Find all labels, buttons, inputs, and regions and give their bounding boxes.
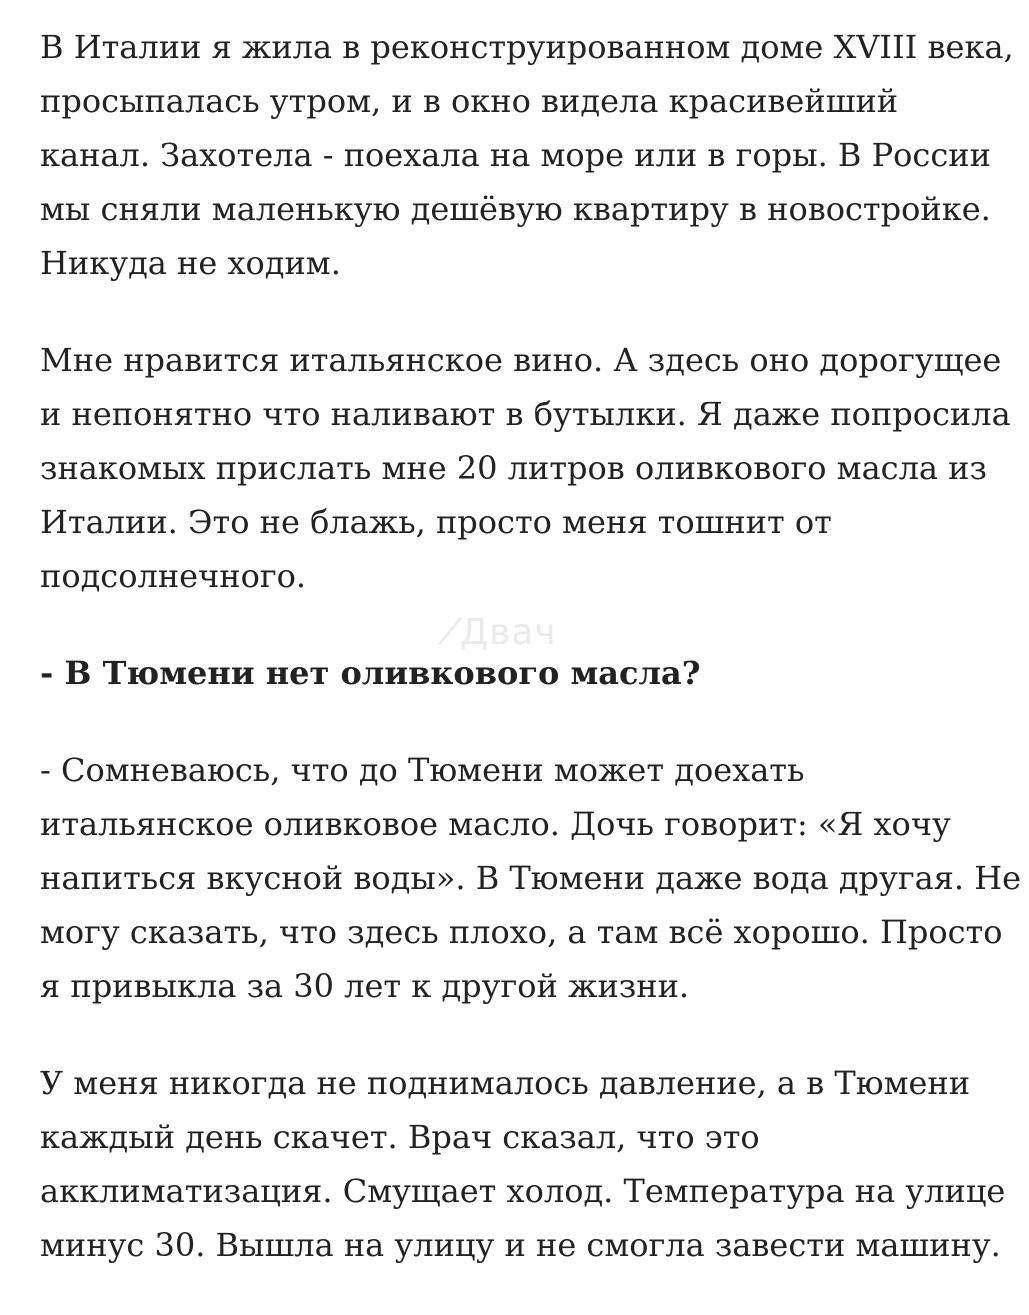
paragraph-line: итальянское оливковое масло. Дочь говорит: «Я хочу	[40, 805, 951, 843]
article-body	[40, 20, 1022, 1315]
article-paragraph	[40, 743, 1022, 1013]
paragraph-line: В Италии я жила в реконструированном доме XVIII века,	[40, 28, 1014, 66]
paragraph-line: акклиматизация. Смущает холод. Температура на улице	[40, 1172, 1006, 1210]
paragraph-line: напиться вкусной воды». В Тюмени даже вода другая. Не	[40, 859, 1022, 897]
paragraph-line: минус 30. Вышла на улицу и не смогла завести машину.	[40, 1226, 1001, 1264]
paragraph-line: я привыкла за 30 лет к другой жизни.	[40, 967, 690, 1005]
paragraph-line: каждый день скачет. Врач сказал, что это	[40, 1118, 760, 1156]
article-paragraph	[40, 1056, 1006, 1272]
paragraph-line: знакомых прислать мне 20 литров оливкового масла из	[40, 449, 987, 487]
dvach-logo-icon: ⁄	[447, 612, 455, 653]
paragraph-line: Италии. Это не блажь, просто меня тошнит от	[40, 503, 832, 541]
article-paragraph	[40, 333, 1011, 603]
interview-question	[40, 646, 1000, 700]
paragraph-line: Мне нравится итальянское вино. А здесь оно дорогущее	[40, 341, 1002, 379]
paragraph-line: канал. Захотела - поехала на море или в горы. В России	[40, 136, 991, 174]
watermark-text: Двач	[460, 612, 557, 653]
paragraph-line: мы сняли маленькую дешёвую квартиру в новостройке.	[40, 190, 991, 228]
paragraph-line: и непонятно что наливают в бутылки. Я даже попросила	[40, 395, 1011, 433]
article-paragraph	[40, 20, 1014, 290]
paragraph-line: У меня никогда не поднималось давление, а в Тюмени	[40, 1064, 971, 1102]
paragraph-line: - В Тюмени нет оливкового масла?	[40, 654, 701, 692]
paragraph-line: - Сомневаюсь, что до Тюмени может доехать	[40, 751, 805, 789]
paragraph-line: подсолнечного.	[40, 557, 307, 595]
paragraph-line: могу сказать, что здесь плохо, а там всё хорошо. Просто	[40, 913, 1003, 951]
paragraph-line: просыпалась утром, и в окно видела красивейший	[40, 82, 899, 120]
paragraph-line: Никуда не ходим.	[40, 244, 341, 282]
